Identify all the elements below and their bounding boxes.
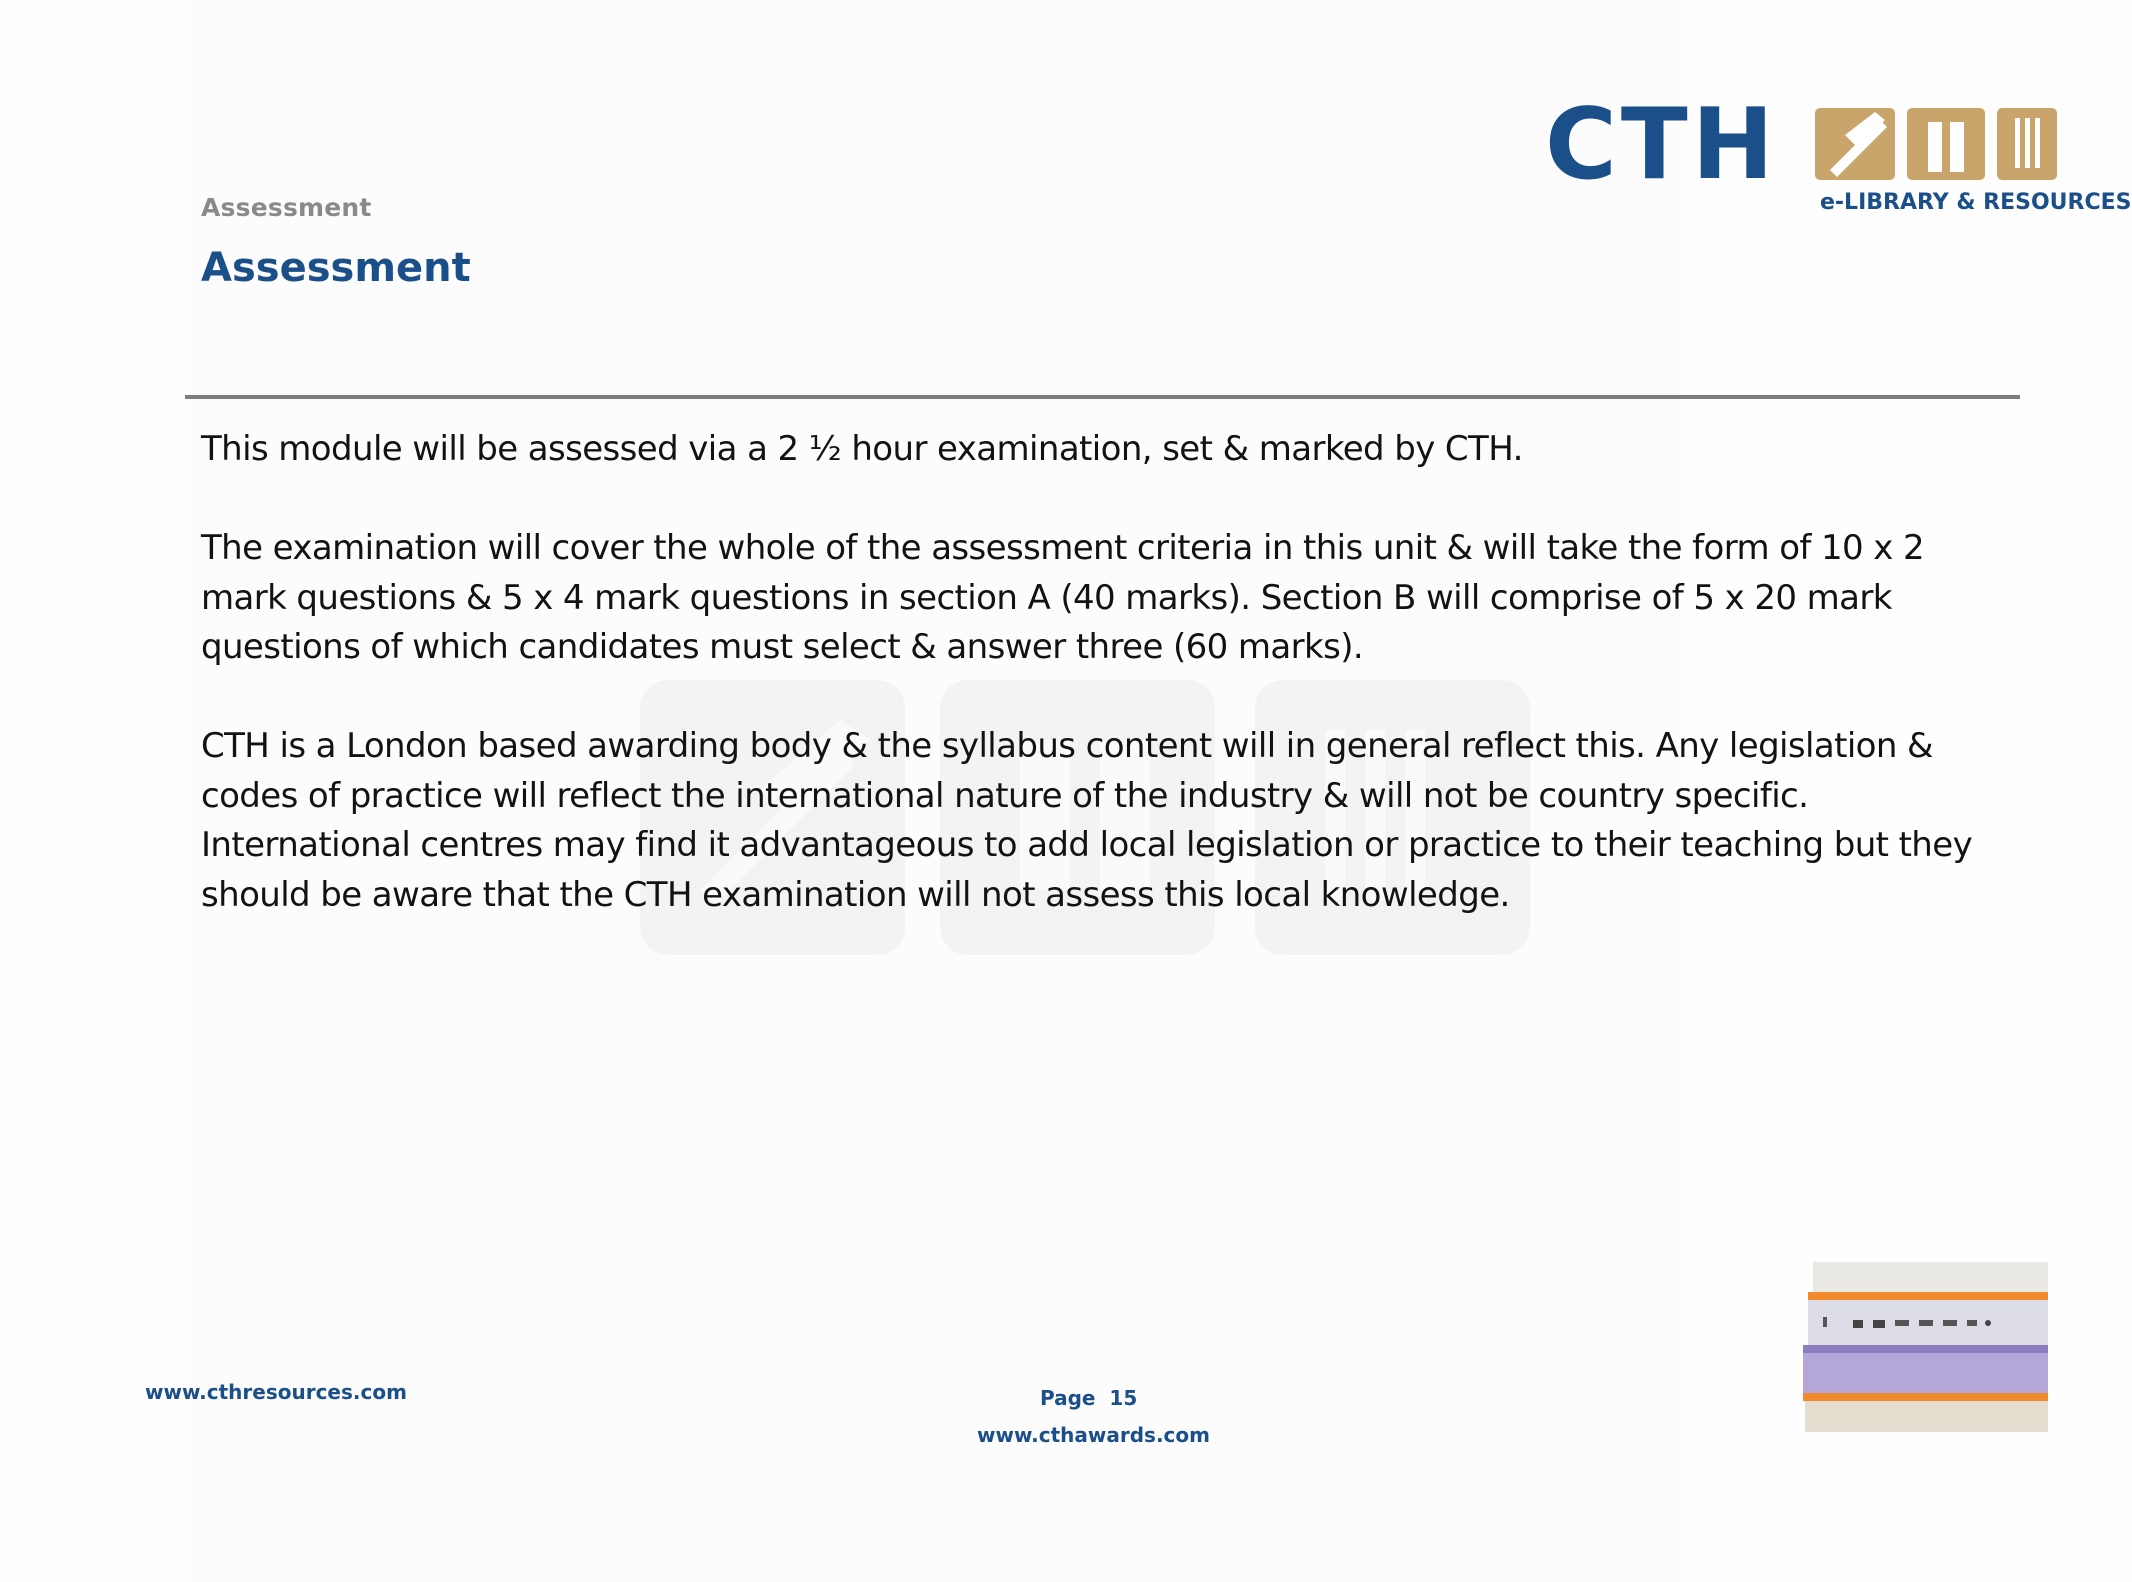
books-stack-image: [1803, 1262, 2048, 1432]
building-icon: [1907, 108, 1985, 180]
paragraph: CTH is a London based awarding body & the syllabus content will in general reflect this. Any legislation & codes of practice will reflect the international nature of the industry & will not be country specific. International centres may find it advantageous to add local legislation or practice to their teaching but they should be aware that the CTH examination will not assess this local knowledge.: [201, 726, 1973, 915]
logo-subtitle: e-LIBRARY & RESOURCES: [1820, 190, 2132, 215]
plane-icon: [1815, 108, 1895, 180]
breadcrumb: Assessment: [201, 193, 372, 222]
body-text: [201, 425, 1991, 970]
logo-wordmark: CTH: [1545, 88, 1778, 202]
paragraph: The examination will cover the whole of the assessment criteria in this unit & will take the form of 10 x 2 mark questions & 5 x 4 mark questions in section A (40 marks). Section B will comprise of 5 x 20 mark questions of which candidates must select & answer three (60 marks).: [201, 528, 1925, 667]
paragraph: This module will be assessed via a 2 ½ hour examination, set & marked by CTH.: [201, 429, 1523, 469]
divider: [185, 395, 2020, 399]
footer-link-awards[interactable]: www.cthawards.com: [977, 1423, 1210, 1447]
fork-icon: [1997, 108, 2057, 180]
page-title: Assessment: [201, 245, 471, 291]
footer-link-resources[interactable]: www.cthresources.com: [145, 1380, 407, 1404]
page-number: Page 15: [1040, 1386, 1138, 1410]
